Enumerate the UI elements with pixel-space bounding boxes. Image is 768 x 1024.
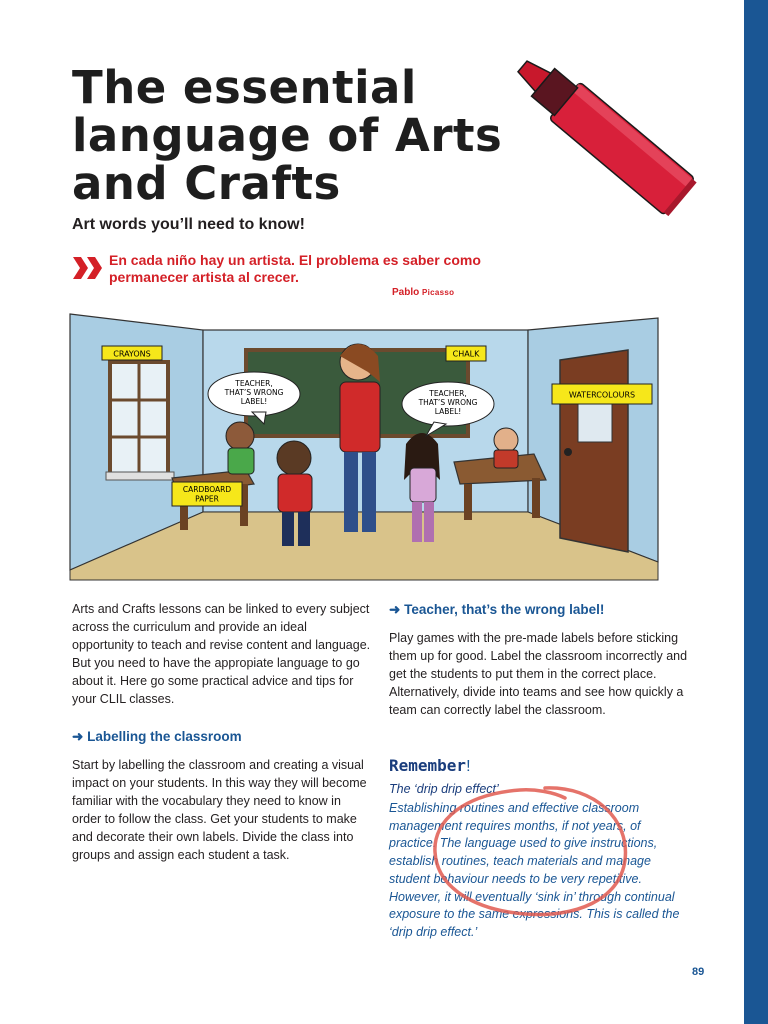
bubble-right-line-3: LABEL! [434,407,462,416]
label-cardboard-paper [172,482,242,506]
remember-exclamation: ! [466,758,471,775]
highlighter-marker-illustration [505,38,705,228]
section-wrong-label-heading [389,602,604,618]
label-crayons [102,346,162,360]
page-number: 89 [692,966,705,978]
section-wrong-label-body: Play games with the pre-made labels before sticking them up for good. Label the classroom incorrectly and get the students to put them in the correct place. Alternatively, divide into teams and see how quickly a team can correctly label the classroom. [389,631,688,717]
section-labelling-heading [72,729,242,745]
label-paper-text: PAPER [195,494,219,504]
classroom-illustration [68,312,668,584]
section-wrong-label-heading-text: Teacher, that’s the wrong label! [404,602,605,617]
bubble-left-line-2: THAT’S WRONG [224,388,284,397]
intro-paragraph: Arts and Crafts lessons can be linked to every subject across the curriculum and provide an ideal opportunity to teach and revise content and language. But you need to have the appropiate language to go about it. Here go some practical advice and tips for your CLIL classes. [72,602,371,706]
quote-chevron-icon [71,255,105,281]
label-watercolours-text: WATERCOLOURS [568,390,636,400]
label-chalk-text: CHALK [452,349,480,359]
hand-drawn-circle-decoration [425,780,635,920]
bubble-left-line-1: TEACHER, [235,379,273,388]
label-chalk [446,346,486,361]
remember-heading-text: Remember [389,756,467,775]
label-cardboard-text: CARDBOARD [182,485,232,494]
quote-author [392,287,454,298]
quote-text: En cada niño hay un artista. El problema es saber como permanecer artista al crecer. [109,252,481,285]
label-watercolours [552,384,652,404]
page-subtitle: Art words you’ll need to know! [72,216,305,233]
quote-author-last: Picasso [422,288,455,297]
arrow-right-icon: ➜ [389,602,401,617]
label-crayons-text: CRAYONS [113,349,151,359]
section-labelling-body: Start by labelling the classroom and creating a visual impact on your students. In this way they will become familiar with the vocabulary they need to know in order to follow the class. Get your students to make and decorate their own labels. Divide the class into groups and assign each student a task. [72,758,367,862]
drip-effect-title: The ‘drip drip effect’ [389,782,499,796]
bubble-right-line-1: TEACHER, [429,389,467,398]
section-labelling-heading-text: Labelling the classroom [87,729,242,744]
arrow-right-icon: ➜ [72,729,84,744]
page-title: The essential language of Arts and Crafts [72,61,503,210]
quote-author-first: Pablo [392,287,420,298]
side-color-bar [744,0,768,1024]
remember-heading [389,756,471,776]
drip-effect-body: Establishing routines and effective classroom management requires months, if not years, of practice. The language used to give instructions, establish routines, teach materials and manage student behaviour needs to be very repetitive. However, it will eventually ‘sink in’ through continual exposure to the same expressions. This is called the ‘drip drip effect.’ [389,801,680,939]
bubble-right-line-2: THAT’S WRONG [418,398,478,407]
bubble-left-line-3: LABEL! [240,397,268,406]
